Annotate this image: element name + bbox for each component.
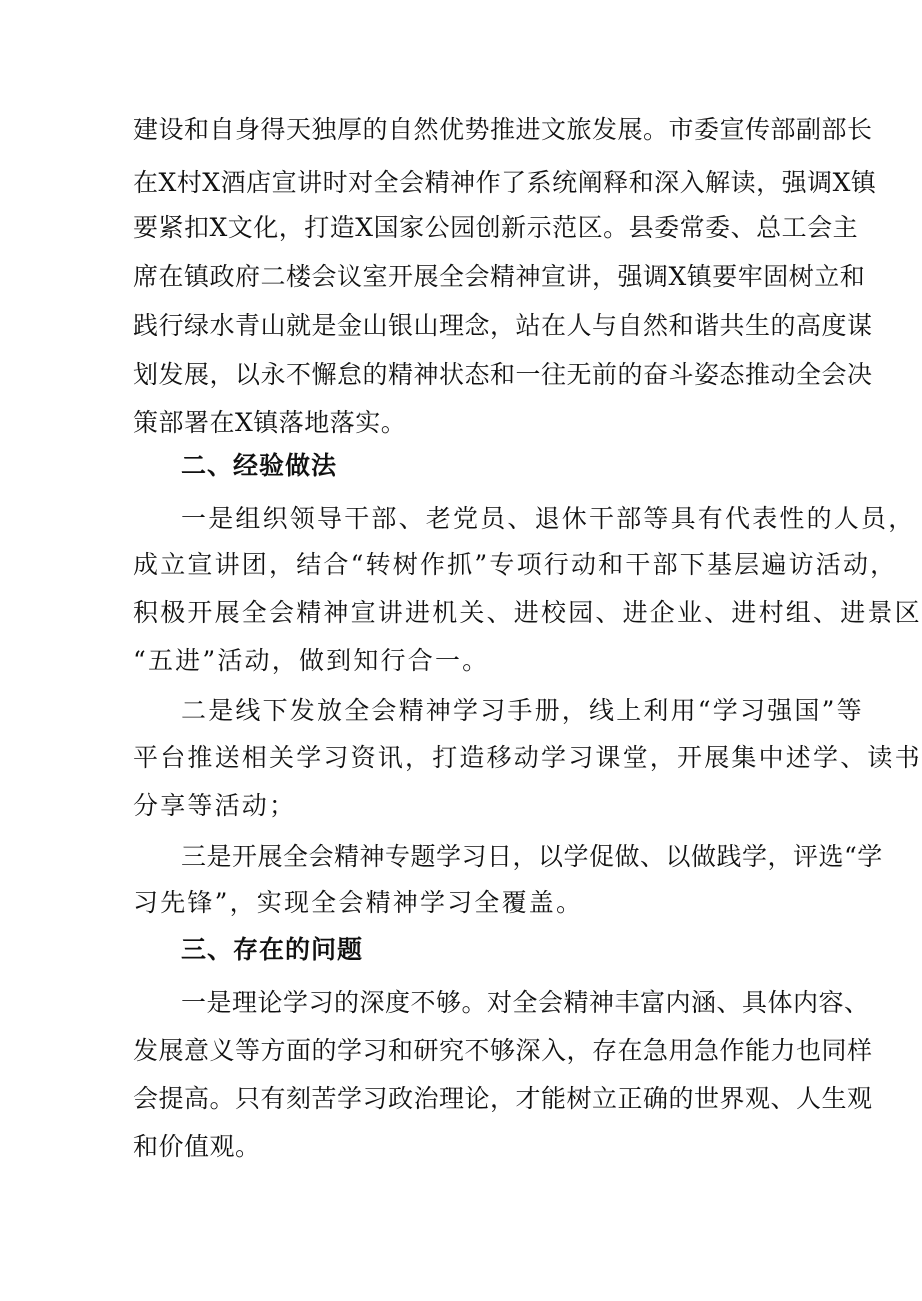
paragraph-line: 策部署在X镇落地落实。 xyxy=(133,408,407,437)
paragraph-line: 三是开展全会精神专题学习日，以学促做、以做践学，评选“学 xyxy=(181,842,883,871)
paragraph-line: 践行绿水青山就是金山银山理念，站在人与自然和谐共生的高度谋 xyxy=(133,311,873,340)
paragraph-line: 席在镇政府二楼会议室开展全会精神宣讲，强调X镇要牢固树立和 xyxy=(133,262,866,291)
paragraph-line: 习先锋”，实现全会精神学习全覆盖。 xyxy=(133,888,584,917)
paragraph-line: 一是组织领导干部、老党员、退休干部等具有代表性的人员， xyxy=(181,504,916,533)
section-heading-experience: 二、经验做法 xyxy=(181,451,338,480)
paragraph-line: 建设和自身得天独厚的自然优势推进文旅发展。市委宣传部副部长 xyxy=(133,115,873,144)
paragraph-line: 平台推送相关学习资讯，打造移动学习课堂，开展集中述学、读书 xyxy=(133,743,922,772)
paragraph-line: 成立宣讲团，结合“转树作抓”专项行动和干部下基层遍访活动， xyxy=(133,550,898,579)
paragraph-line: 和价值观。 xyxy=(133,1132,261,1161)
paragraph-line: 分享等活动； xyxy=(133,791,297,820)
paragraph-line: 会提高。只有刻苦学习政治理论，才能树立正确的世界观、人生观 xyxy=(133,1084,873,1113)
paragraph-line: 一是理论学习的深度不够。对全会精神丰富内涵、具体内容、 xyxy=(181,988,870,1017)
paragraph-line: 划发展，以永不懈怠的精神状态和一往无前的奋斗姿态推动全会决 xyxy=(133,360,873,389)
paragraph-line: 积极开展全会精神宣讲进机关、进校园、进企业、进村组、进景区 xyxy=(133,598,922,627)
section-heading-problems: 三、存在的问题 xyxy=(181,935,364,964)
paragraph-line: 在X村X酒店宣讲时对全会精神作了系统阐释和深入解读，强调X镇 xyxy=(133,168,877,197)
paragraph-line: 二是线下发放全会精神学习手册，线上利用“学习强国”等 xyxy=(181,696,864,725)
paragraph-line: “五进”活动，做到知行合一。 xyxy=(133,646,490,675)
paragraph-line: 发展意义等方面的学习和研究不够深入，存在急用急作能力也同样 xyxy=(133,1036,873,1065)
paragraph-line: 要紧扣X文化，打造X国家公园创新示范区。县委常委、总工会主 xyxy=(133,213,859,242)
